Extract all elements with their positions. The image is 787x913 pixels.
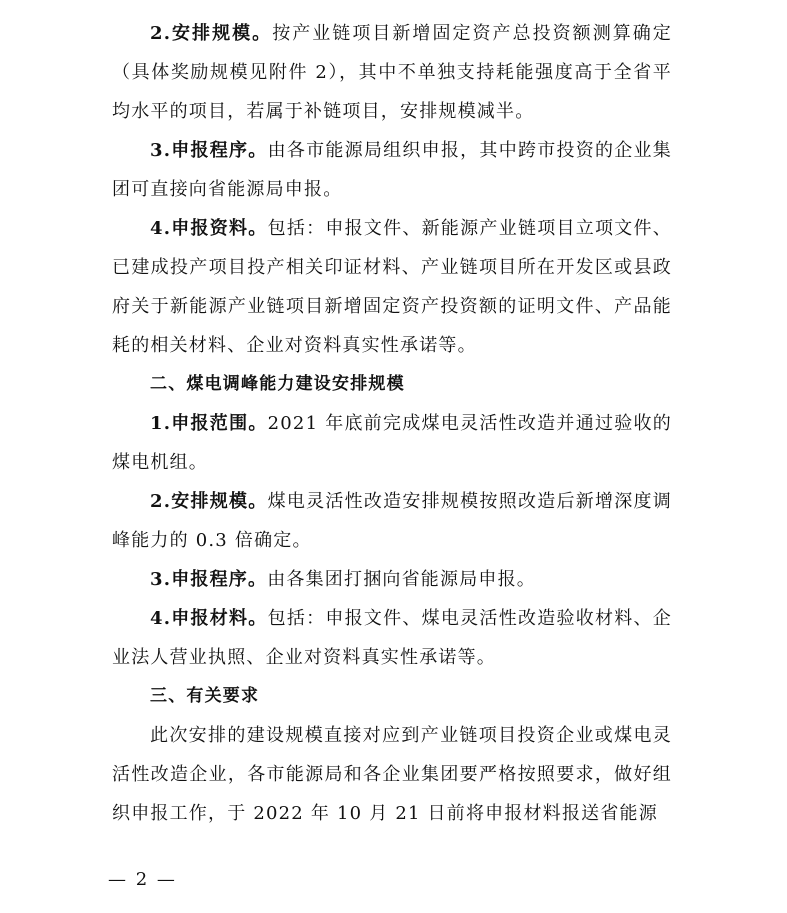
paragraph-coal-scope — [112, 404, 672, 482]
paragraph-lead: 4.申报材料。 — [150, 608, 268, 629]
paragraph-lead: 1.申报范围。 — [150, 413, 268, 434]
paragraph-lead: 2.安排规模。 — [150, 491, 268, 512]
paragraph-coal-materials — [112, 599, 672, 677]
paragraph-materials — [112, 209, 672, 365]
section-heading-coal-power: 二、煤电调峰能力建设安排规模 — [150, 374, 405, 394]
paragraph-coal-scale — [112, 482, 672, 560]
paragraph-closing: 此次安排的建设规模直接对应到产业链项目投资企业或煤电灵活性改造企业，各市能源局和各企业集团要严格按照要求，做好组织申报工作，于 2022 年 10 月 21 日前将申报材料报送省能源 — [112, 725, 672, 824]
page-number: — 2 — — [108, 869, 177, 890]
paragraph-text: 按产业链项目新增固定资产总投资额测算确定（具体奖励规模见附件 2），其中不单独支持耗能强度高于全省平均水平的项目，若属于补链项目，安排规模减半。 — [112, 23, 672, 122]
paragraph-lead: 4.申报资料。 — [150, 218, 268, 239]
paragraph-coal-procedure — [112, 560, 672, 599]
paragraph-lead: 2.安排规模。 — [150, 23, 273, 44]
paragraph-lead: 3.申报程序。 — [150, 569, 268, 590]
paragraph-procedure — [112, 131, 672, 209]
paragraph-scale — [112, 14, 672, 131]
section-heading-requirements: 三、有关要求 — [150, 686, 260, 706]
paragraph-text: 包括：申报文件、新能源产业链项目立项文件、已建成投产项目投产相关印证材料、产业链项目所在开发区或县政府关于新能源产业链项目新增固定资产投资额的证明文件、产品能耗的相关材料、企业对资料真实性承诺等。 — [112, 218, 672, 356]
paragraph-text: 2021 年底前完成煤电灵活性改造并通过验收的煤电机组。 — [112, 413, 672, 473]
paragraph-text: 由各集团打捆向省能源局申报。 — [267, 569, 537, 590]
paragraph-text: 包括：申报文件、煤电灵活性改造验收材料、企业法人营业执照、企业对资料真实性承诺等。 — [112, 608, 672, 668]
paragraph-text: 煤电灵活性改造安排规模按照改造后新增深度调峰能力的 0.3 倍确定。 — [112, 491, 672, 551]
paragraph-lead: 3.申报程序。 — [150, 140, 268, 161]
paragraph-text: 由各市能源局组织申报，其中跨市投资的企业集团可直接向省能源局申报。 — [112, 140, 672, 200]
